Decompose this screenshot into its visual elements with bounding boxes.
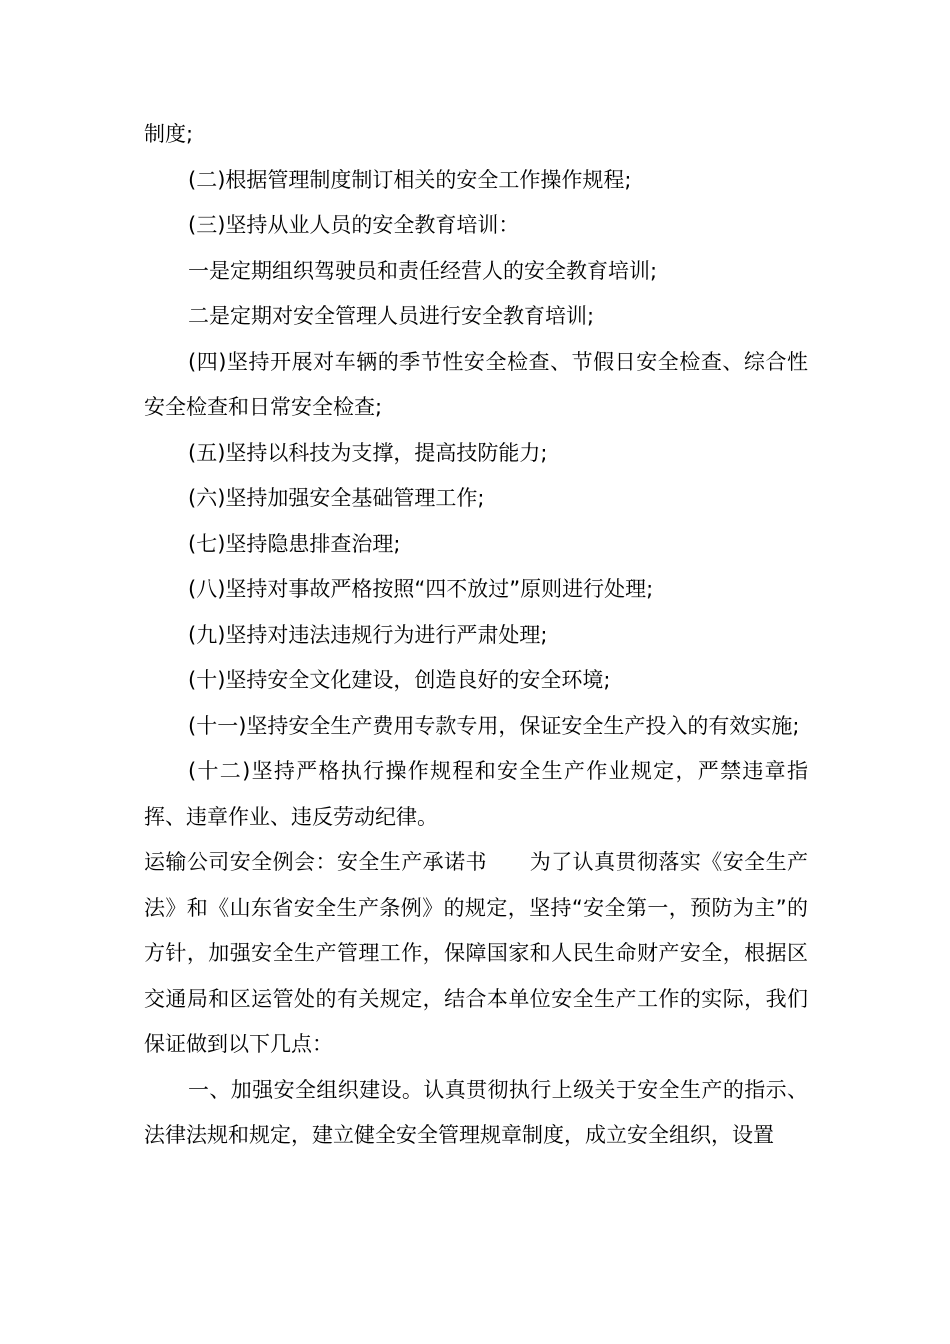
paragraph-item-6: (六)坚持加强安全基础管理工作; <box>188 486 485 510</box>
paragraph-item-12: (十二)坚持严格执行操作规程和安全生产作业规定，严禁违章指挥、违章作业、违反劳动纪律。 <box>144 759 808 829</box>
paragraph-item-4: (四)坚持开展对车辆的季节性安全检查、节假日安全检查、综合性安全检查和日常安全检查; <box>144 349 808 419</box>
paragraph-item-3: (三)坚持从业人员的安全教育培训： <box>188 213 520 237</box>
paragraph-sub-item-2: 二是定期对安全管理人员进行安全教育培训; <box>188 304 595 328</box>
paragraph-item-8: (八)坚持对事故严格按照“四不放过”原则进行处理; <box>188 577 654 601</box>
paragraph-item-5: (五)坚持以科技为支撑，提高技防能力; <box>188 440 548 465</box>
paragraph-item-7: (七)坚持隐患排查治理; <box>188 531 401 556</box>
paragraph-item-10: (十)坚持安全文化建设，创造良好的安全环境; <box>188 668 611 692</box>
paragraph-item-11: (十一)坚持安全生产费用专款专用，保证安全生产投入的有效实施; <box>188 713 800 738</box>
paragraph-sub-item-1: 一是定期组织驾驶员和责任经营人的安全教育培训; <box>188 258 658 283</box>
paragraph-section-1: 一、加强安全组织建设。认真贯彻执行上级关于安全生产的指示、法律法规和规定，建立健全安全管理规章制度，成立安全组织，设置 <box>144 1077 808 1147</box>
paragraph-continuation: 制度; <box>144 122 194 146</box>
document-body <box>144 112 808 1159</box>
paragraph-item-2: (二)根据管理制度制订相关的安全工作操作规程; <box>188 167 632 192</box>
paragraph-commitment-letter: 运输公司安全例会：安全生产承诺书 为了认真贯彻落实《安全生产法》和《山东省安全生产条例》的规定，坚持“安全第一，预防为主”的方针，加强安全生产管理工作，保障国家和人民生命财产安全，根据区交通局和区运管处的有关规定，结合本单位安全生产工作的实际，我们保证做到以下几点： <box>144 850 808 1056</box>
paragraph-item-9: (九)坚持对违法违规行为进行严肃处理; <box>188 622 548 647</box>
